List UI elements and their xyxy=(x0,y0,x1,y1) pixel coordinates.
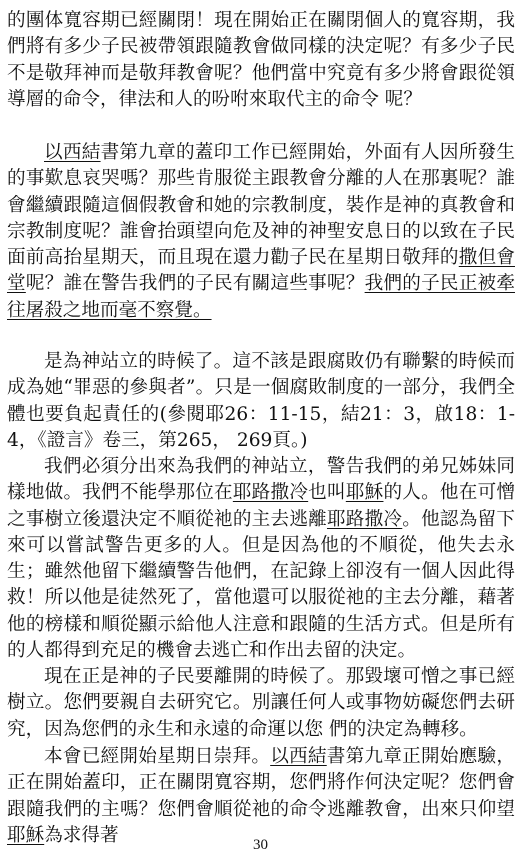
paragraph xyxy=(7,744,515,849)
paragraph xyxy=(7,8,515,113)
text-run: 本會已經開始星期日崇拜。 xyxy=(44,746,271,767)
underlined-text: 耶路撒冷 xyxy=(326,508,403,530)
paragraph xyxy=(7,454,515,664)
paragraph xyxy=(7,140,515,324)
underlined-text: 以西結 xyxy=(44,142,101,163)
text-run: 是為神站立的時候了。這不該是跟腐敗仍有聯繫的時候而成為她“罪惡的參與者”。只是一個腐敗制度的一部分，我們全體也要負起責任的(參閱耶26：11-15，結21：3，啟18：1-4，《證言》卷三，第265， 269頁。) xyxy=(7,351,515,451)
underlined-text: 以西結 xyxy=(270,746,327,767)
underlined-text: 耶穌 xyxy=(345,482,384,504)
text-run: 。他認為留下來可以嘗試警告更多的人。但是因為他的不順從，他失去永生；雖然他留下繼續警告他們，在記錄上卻沒有一個人因此得救！所以他是徒然死了，當他還可以服從祂的主去分離，藉著他的榜樣和順從顯示給他人注意和跟隨的生活方式。但是所有的人都得到充足的機會去逃亡和作出去留的決定。 xyxy=(7,508,515,662)
text-run: 書第九章的蓋印工作已經開始，外面有人因所發生的事歎息哀哭嗎？那些肯服從主跟教會分離的人在那裏呢？誰會繼續跟隨這個假教會和她的宗教制度，裝作是神的真教會和宗教制度呢？誰會抬頭望向危及神的神聖安息日的以致在子民面前高抬星期天，而且現在還力勸子民在星期日敬拜的 xyxy=(7,142,515,269)
text-run: 的人。他在可憎之事樹立後還決定不順從祂的主去逃離 xyxy=(7,482,515,530)
text-run: 我們必須分出來為我們的神站立，警告我們的弟兄姊妹同樣地做。我們不能學那位在 xyxy=(7,456,515,504)
underlined-text: 耶路撒冷 xyxy=(232,482,309,504)
text-run: 為求得著 xyxy=(44,824,119,846)
page-number: 30 xyxy=(253,837,268,853)
text-run: 呢？誰在警告我們的子民有關這些事呢？ xyxy=(25,273,365,295)
paragraph xyxy=(7,664,515,743)
text-run: 現在正是神的子民要離開的時候了。那毀壞可憎之事已經樹立。您們要親自去研究它。別讓任何人或事物妨礙您們去研究，因為您們的永生和永遠的命運以您 們的決定為轉移。 xyxy=(7,666,515,740)
text-run: 的團体寬容期已經關閉！現在開始正在關閉個人的寬容期，我們將有多少子民被帶領跟隨教會做同樣的決定呢？有多少子民不是敬拜神而是敬拜教會呢？他們當中究竟有多少將會跟從領導層的命令，律法和人的吩咐來取代主的命令 呢？ xyxy=(7,10,515,110)
text-run: 書第九章正開始應驗，正在開始蓋印，正在關閉寬容期，您們將作何決定呢？您們會跟隨我們的主嗎？您們會順從祂的命令逃離教會，出來只仰望 xyxy=(7,746,515,820)
text-run: 也叫 xyxy=(308,482,346,504)
underlined-text: 我們的子民正被牽往屠殺之地而毫不察覺。 xyxy=(7,273,515,321)
paragraph xyxy=(7,349,515,454)
underlined-text: 撒但會堂 xyxy=(7,247,515,295)
underlined-text: 耶穌 xyxy=(7,824,45,846)
